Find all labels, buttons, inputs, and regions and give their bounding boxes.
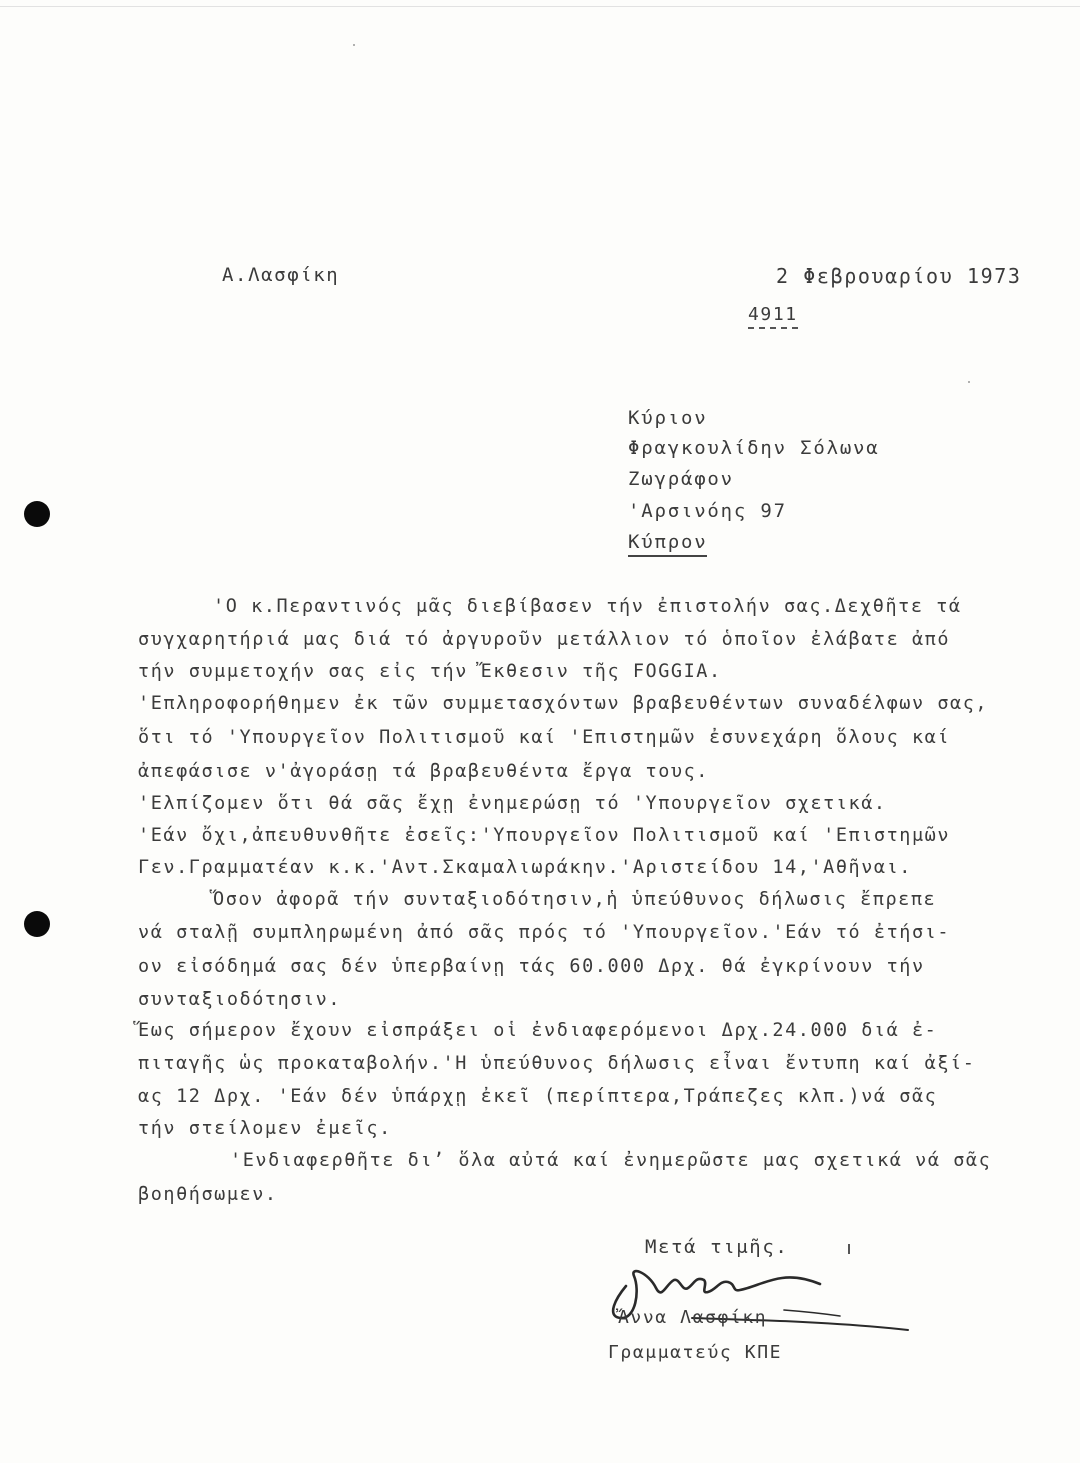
body-line: 'Ενδιαφερθῆτε διʼ ὅλα αὐτά καί ἐνημερῶστε μας σχετικά νά σᾶς [230, 1150, 992, 1171]
body-line: τήν στείλομεν ἐμεῖς. [138, 1118, 392, 1139]
body-line: βοηθήσωμεν. [138, 1184, 278, 1205]
body-line: ἀπεφάσισε ν'ἀγοράσῃ τά βραβευθέντα ἔργα τους. [138, 761, 709, 782]
body-line: 'Επληροφορήθημεν ἐκ τῶν συμμετασχόντων βραβευθέντων συναδέλφων σας, [138, 693, 989, 714]
signer-name: Ἄννα Λασφίκη [618, 1307, 768, 1328]
body-line: ον εἰσόδημά σας δέν ὑπερβαίνῃ τάς 60.000 Δρχ. θά ἐγκρίνουν τήν [138, 956, 925, 977]
recipient-line: Κύπρον [628, 533, 707, 557]
body-line: Ὅσον ἀφορᾶ τήν συνταξιοδότησιν,ἡ ὑπεύθυνος δήλωσις ἔπρεπε [213, 889, 937, 910]
scan-speck [353, 44, 355, 46]
recipient-line: Ζωγράφον [628, 468, 734, 490]
signer-role: Γραμματεύς ΚΠΕ [608, 1342, 783, 1363]
body-line: νά σταλῇ συμπληρωμένη ἀπό σᾶς πρός τό 'Υπουργεῖον.'Εάν τό ἐτήσι- [138, 922, 951, 943]
sender-place: Α.Λασφίκη [222, 264, 340, 286]
body-line: 'Εάν ὄχι,ἀπευθυνθῆτε ἐσεῖς:'Υπουργεῖον Πολιτισμοῦ καί 'Επιστημῶν [138, 825, 951, 846]
body-line: Γεν.Γραμματέαν κ.κ.'Αντ.Σκαμαλιωράκην.'Αριστείδου 14,'Αθῆναι. [138, 857, 912, 878]
body-line: ὅτι τό 'Υπουργεῖον Πολιτισμοῦ καί 'Επιστημῶν ἐσυνεχάρη ὅλους καί [138, 727, 951, 748]
recipient-line: Φραγκουλίδην Σόλωνα [628, 437, 880, 459]
recipient-line: 'Αρσινόης 97 [628, 500, 787, 522]
body-line: 'Ελπίζομεν ὅτι θά σᾶς ἔχῃ ἐνημερώσῃ τό 'Υπουργεῖον σχετικά. [138, 793, 887, 814]
body-line: τήν συμμετοχήν σας εἰς τήν Ἔκθεσιν τῆς FOGGIA. [138, 661, 722, 682]
body-line: πιταγῆς ὡς προκαταβολήν.'Η ὑπεύθυνος δήλωσις εἶναι ἔντυπη καί ἀξί- [138, 1053, 976, 1074]
scan-edge-line [0, 6, 1080, 7]
body-line: συγχαρητήριά μας διά τό ἀργυροῦν μετάλλιον τό ὁποῖον ἐλάβατε ἀπό [138, 629, 951, 650]
body-line: ας 12 Δρχ. 'Εάν δέν ὑπάρχῃ ἐκεῖ (περίπτερα,Τράπεζες κλπ.)νά σᾶς [138, 1086, 938, 1107]
scan-speck [968, 381, 970, 383]
letter-date: 2 Φεβρουαρίου 1973 [776, 264, 1022, 288]
body-line: συνταξιοδότησιν. [138, 989, 342, 1010]
closing-salutation: Μετά τιμῆς. [645, 1236, 789, 1258]
pen-mark [848, 1244, 850, 1254]
reference-number: 4911 [748, 306, 798, 329]
punch-hole-icon [24, 911, 50, 937]
body-line: Ἕως σήμερον ἔχουν εἰσπράξει οἱ ἐνδιαφερόμενοι Δρχ.24.000 διά ἐ- [138, 1020, 938, 1041]
body-line: 'Ο κ.Περαντινός μᾶς διεβίβασεν τήν ἐπιστολήν σας.Δεχθῆτε τά [213, 596, 962, 617]
punch-hole-icon [24, 501, 50, 527]
recipient-line: Κύριον [628, 407, 708, 429]
